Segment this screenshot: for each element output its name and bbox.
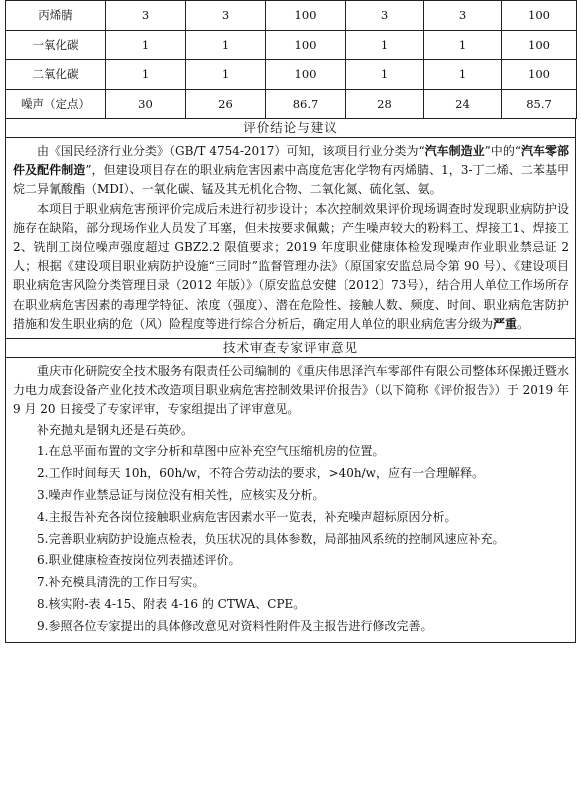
review-item: 1.在总平面布置的文字分析和草图中应补充空气压缩机房的位置。 — [37, 444, 385, 459]
industry-category: 汽车制造业 — [424, 144, 485, 158]
review-item: 6.职业健康检查按岗位列表描述评价。 — [37, 553, 241, 568]
review-item: 3.噪声作业禁忌证与岗位没有相关性，应核实及分析。 — [37, 488, 325, 503]
review-note: 补充抛丸是钢丸还是石英砂。 — [37, 422, 194, 437]
table-cell: 1 — [346, 30, 424, 60]
table-cell: 1 — [106, 60, 186, 90]
table-row — [6, 89, 577, 119]
table-cell: 100 — [502, 60, 577, 90]
risk-grading-paragraph — [13, 200, 569, 334]
text-span: ”中的“ — [484, 144, 521, 158]
table-cell: 1 — [424, 30, 502, 60]
table-row — [6, 30, 577, 60]
expert-review-section — [5, 339, 576, 643]
factor-name-cell: 二氧化碳 — [6, 60, 106, 90]
table-cell: 3 — [186, 1, 266, 31]
table-cell: 100 — [502, 30, 577, 60]
industry-classification-paragraph — [13, 142, 569, 200]
factor-name-cell: 一氧化碳 — [6, 30, 106, 60]
review-intro-paragraph: 重庆市化研院安全技术服务有限责任公司编制的《重庆伟思泽汽车零部件有限公司整体环保搬迁暨水力电力成套设备产业化技术改造项目职业病危害控制效果评价报告》（以下简称《评价报告》）于 2019 年 9 月 20 日接受了专家评审，专家组提出了评审意见。 — [13, 364, 569, 417]
text-span: 本项目于职业病危害预评价完成后未进行初步设计；本次控制效果评价现场调查时发现职业病防护设施存在缺陷，部分现场作业人员发了耳塞，但未按要求佩戴；产生噪声较大的粉料工、焊接工1、焊接工2、铣削工岗位噪声强度超过 GBZ2.2 限值要求；2019 年度职业健康体检发现噪声作业职业禁忌证 2 人；根据《建设项目职业病防护设施“三同时”监督管理办法》（原国家安监总局令第 90 号）、《建设项目职业病危害风险分类管理目录（2012 年版）》（原安监总安健〔2012〕73号），结合用人单位工作场所存在职业病危害因素的毒理学特征、浓度（强度）、潜在危险性、接触人数、频度、时间、职业病危害防护措施和发生职业病的危（风）险程度等进行综合分析后，确定用人单位的职业病危害分级为 — [13, 201, 569, 331]
conclusion-title: 评价结论与建议 — [6, 119, 575, 138]
table-cell: 3 — [106, 1, 186, 31]
table-cell: 30 — [106, 89, 186, 119]
monitoring-results-table — [5, 0, 577, 119]
table-cell: 24 — [424, 89, 502, 119]
table-cell: 100 — [502, 1, 577, 31]
table-cell: 85.7 — [502, 89, 577, 119]
table-cell: 1 — [106, 30, 186, 60]
table-cell: 26 — [186, 89, 266, 119]
table-cell: 3 — [424, 1, 502, 31]
factor-name-cell: 丙烯腈 — [6, 1, 106, 31]
review-item: 4.主报告补充各岗位接触职业病危害因素水平一览表，补充噪声超标原因分析。 — [37, 509, 457, 524]
table-cell: 100 — [266, 1, 346, 31]
table-cell: 100 — [266, 60, 346, 90]
table-cell: 100 — [266, 30, 346, 60]
review-item: 5.完善职业病防护设施点检表，负压状况的具体参数，局部抽风系统的控制风速应补充。 — [37, 531, 505, 546]
expert-review-title: 技术审查专家评审意见 — [6, 339, 575, 358]
table-cell: 86.7 — [266, 89, 346, 119]
table-cell: 1 — [424, 60, 502, 90]
review-item: 7.补充模具清洗的工作日写实。 — [37, 575, 205, 590]
text-span: 。 — [517, 316, 530, 331]
table-cell: 1 — [346, 60, 424, 90]
expert-review-body — [6, 358, 575, 642]
review-item: 8.核实附-表 4-15、附表 4-16 的 CTWA、CPE。 — [37, 597, 306, 612]
industry-subcategory: 汽车零部件及配件制造 — [13, 144, 569, 178]
factor-name-cell: 噪声（定点） — [6, 89, 106, 119]
conclusion-section — [5, 119, 576, 339]
table-cell: 1 — [186, 30, 266, 60]
review-item: 9.参照各位专家提出的具体修改意见对资料性附件及主报告进行修改完善。 — [37, 618, 433, 633]
table-row — [6, 1, 577, 31]
text-span: ”，但建设项目存在的职业病危害因素中高度危害化学物有丙烯腈、1，3-丁二烯、二苯基甲烷二异氰酸酯（MDI）、一氧化碳、锰及其无机化合物、二氧化氮、硫化氢、氨。 — [13, 163, 569, 197]
table-cell: 28 — [346, 89, 424, 119]
review-item: 2.工作时间每天 10h，60h/w，不符合劳动法的要求，>40h/w，应有一合理解释。 — [37, 466, 484, 481]
table-cell: 1 — [186, 60, 266, 90]
table-row — [6, 60, 577, 90]
risk-grade: 严重 — [493, 316, 518, 331]
conclusion-body — [6, 138, 575, 338]
table-cell: 3 — [346, 1, 424, 31]
text-span: 由《国民经济行业分类》（GB/T 4754-2017）可知，该项目行业分类为“ — [37, 144, 425, 158]
